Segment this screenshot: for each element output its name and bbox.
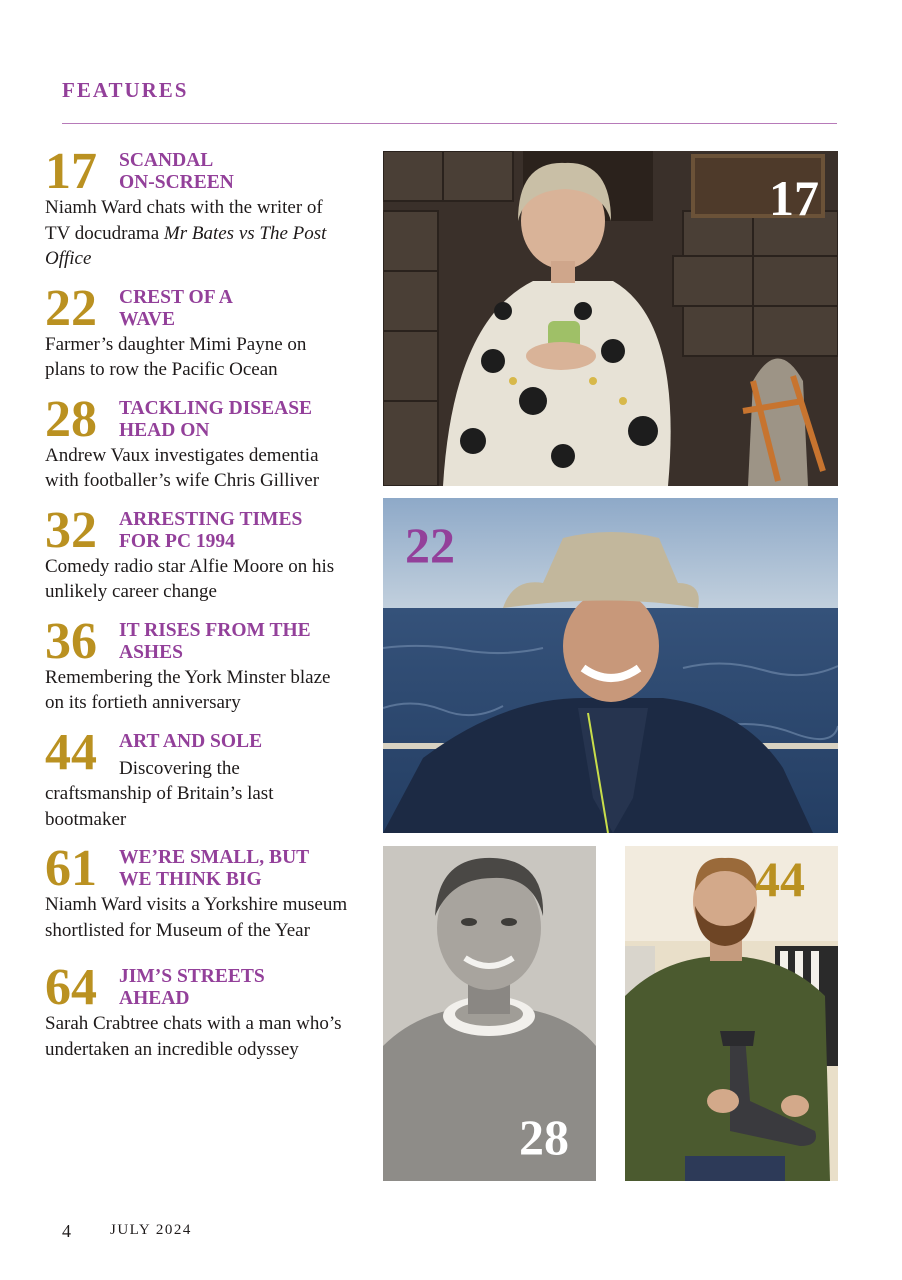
issue-date: JULY 2024 bbox=[110, 1222, 192, 1238]
feature-item[interactable] bbox=[45, 390, 350, 494]
feature-item[interactable] bbox=[45, 501, 350, 605]
feature-description: Comedy radio star Alfie Moore on his unlikely career change bbox=[45, 555, 335, 602]
photo-footballer[interactable] bbox=[383, 846, 596, 1181]
feature-headline: ARRESTING TIMES FOR PC 1994 bbox=[119, 508, 303, 552]
feature-list bbox=[45, 143, 350, 1076]
feature-description: Niamh Ward visits a Yorkshire museum shortlisted for Museum of the Year bbox=[45, 894, 348, 941]
feature-page-number: 44 bbox=[45, 723, 97, 781]
feature-page-number: 61 bbox=[45, 840, 97, 897]
photo-page-number: 22 bbox=[405, 517, 455, 573]
feature-item[interactable] bbox=[45, 840, 350, 943]
feature-item[interactable] bbox=[45, 143, 350, 272]
section-title: FEATURES bbox=[62, 78, 189, 102]
feature-page-number: 28 bbox=[45, 390, 97, 448]
feature-description: Remembering the York Minster blaze on its fortieth anniversary bbox=[45, 666, 331, 713]
photo-rower-at-sea[interactable] bbox=[383, 498, 838, 833]
feature-description: craftsmanship of Britain’s last bootmaker bbox=[45, 783, 274, 830]
feature-description-start: Discovering the bbox=[119, 757, 240, 779]
feature-page-number: 36 bbox=[45, 612, 97, 670]
header-rule bbox=[62, 123, 837, 124]
feature-headline: WE’RE SMALL, BUT WE THINK BIG bbox=[119, 847, 310, 890]
feature-description: Farmer’s daughter Mimi Payne on plans to row the Pacific Ocean bbox=[45, 333, 307, 380]
feature-item[interactable] bbox=[45, 612, 350, 716]
feature-page-number: 17 bbox=[45, 143, 97, 200]
feature-headline: ART AND SOLE Discovering the bbox=[119, 730, 262, 782]
feature-headline: SCANDAL ON-SCREEN bbox=[119, 150, 234, 193]
feature-headline: CREST OF A WAVE bbox=[119, 286, 233, 330]
page-number: 4 bbox=[62, 1221, 71, 1241]
photo-page-number: 28 bbox=[519, 1109, 569, 1165]
feature-item[interactable] bbox=[45, 279, 350, 383]
feature-headline: IT RISES FROM THE ASHES bbox=[119, 619, 311, 663]
feature-page-number: 64 bbox=[45, 959, 97, 1016]
feature-headline: TACKLING DISEASE HEAD ON bbox=[119, 397, 313, 441]
feature-description: Sarah Crabtree chats with a man who’s undertaken an incredible odyssey bbox=[45, 1013, 342, 1060]
photo-bootmaker[interactable] bbox=[625, 846, 838, 1181]
feature-headline: JIM’S STREETS AHEAD bbox=[119, 966, 265, 1009]
feature-description: Niamh Ward chats with the writer of TV docudrama Mr Bates vs The Post Office bbox=[45, 197, 327, 269]
photo-woman-with-mug[interactable] bbox=[383, 151, 838, 486]
photo-page-number: 44 bbox=[755, 851, 805, 907]
feature-item[interactable] bbox=[45, 959, 350, 1062]
feature-description: Andrew Vaux investigates dementia with footballer’s wife Chris Gilliver bbox=[45, 444, 320, 491]
feature-page-number: 22 bbox=[45, 279, 97, 337]
feature-item[interactable] bbox=[45, 723, 350, 833]
feature-page-number: 32 bbox=[45, 501, 97, 559]
photo-page-number: 17 bbox=[769, 170, 819, 226]
